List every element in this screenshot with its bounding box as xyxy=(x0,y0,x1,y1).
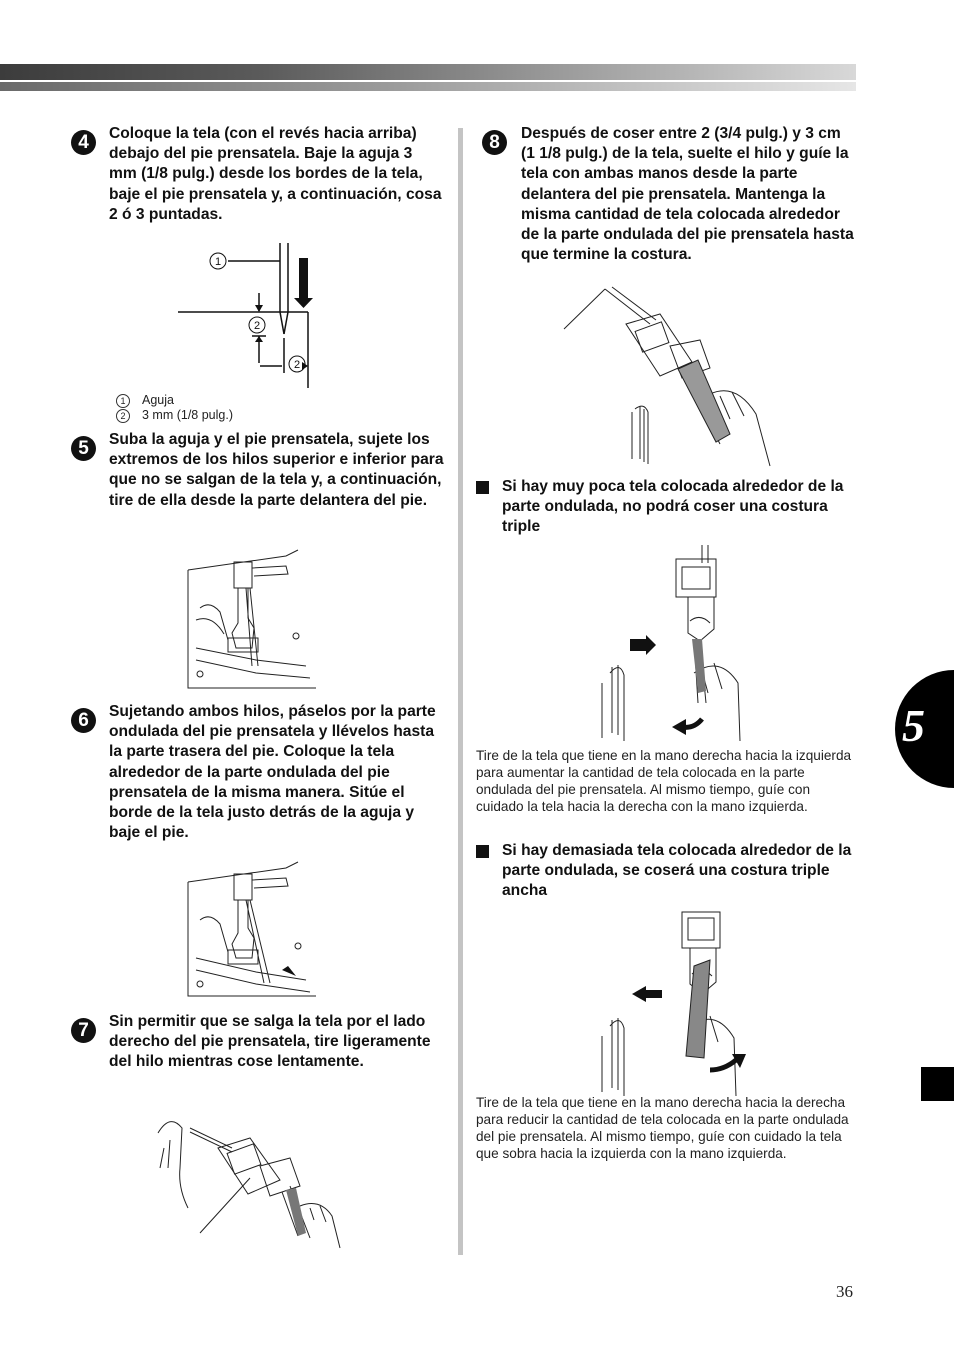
step-4-text: Coloque la tela (con el revés hacia arriba) debajo del pie prensatela. Baje la aguja 3 mm (1/8 pulg.) desde los bordes de la tela, baje el pie prensatela y, a continuación, cosa 2 ó 3 puntadas. xyxy=(109,125,442,223)
thread-through-foot-illustration xyxy=(186,858,316,1003)
callout-2b: 2 xyxy=(293,359,301,371)
case-1-bullet xyxy=(476,481,489,494)
case-2-heading: Si hay demasiada tela colocada alrededor de la parte ondulada, se coserá una costura triple ancha xyxy=(502,842,852,900)
chapter-number: 5 xyxy=(902,700,925,751)
page-number: 36 xyxy=(836,1282,853,1301)
callout-1: 1 xyxy=(214,256,222,268)
legend-item-distance xyxy=(116,408,233,423)
sew-slowly-illustration xyxy=(150,1108,360,1253)
legend-label-2: 3 mm (1/8 pulg.) xyxy=(142,408,234,422)
legend-number-1: 1 xyxy=(116,394,130,408)
header-band-top xyxy=(0,64,856,80)
pull-fabric-illustration xyxy=(186,548,316,693)
case-2-bullet xyxy=(476,845,489,858)
too-little-fabric-illustration xyxy=(590,543,750,743)
legend-item-aguja xyxy=(116,393,174,408)
step-7-text: Sin permitir que se salga la tela por el lado derecho del pie prensatela, tire ligeramente del hilo mientras cose lentamente. xyxy=(109,1013,431,1071)
too-much-fabric-illustration xyxy=(590,908,750,1098)
legend-label-1: Aguja xyxy=(142,393,174,407)
legend-number-2: 2 xyxy=(116,409,130,423)
step-6-badge: 6 xyxy=(71,708,96,733)
step-4-badge: 4 xyxy=(71,130,96,155)
case-2-note: Tire de la tela que tiene en la mano derecha hacia la derecha para reducir la cantidad de tela colocada en la parte ondulada del pie prensatela. Al mismo tiempo, guíe con cuidado la tela que sobra hacia la izquierda con la mano izquierda. xyxy=(476,1095,849,1161)
needle-distance-diagram xyxy=(170,238,350,390)
guide-fabric-illustration xyxy=(560,284,775,469)
section-marker xyxy=(921,1067,954,1101)
column-divider xyxy=(458,128,463,1255)
step-5-text: Suba la aguja y el pie prensatela, sujete los extremos de los hilos superior e inferior para que no se salgan de la tela y, a continuación, tire de ella desde la parte delantera del pie. xyxy=(109,431,444,509)
case-1-heading: Si hay muy poca tela colocada alrededor de la parte ondulada, no podrá coser una costura triple xyxy=(502,478,844,536)
header-band-bottom xyxy=(0,82,856,91)
step-8-badge: 8 xyxy=(482,130,507,155)
step-5-badge: 5 xyxy=(71,436,96,461)
step-6-text: Sujetando ambos hilos, páselos por la parte ondulada del pie prensatela y llévelos hasta la parte trasera del pie. Coloque la tela alrededor de la parte ondulada del pie prensatela de la misma manera. Sitúe el borde de la tela justo detrás de la aguja y baje el pie. xyxy=(109,703,436,842)
step-8-text: Después de coser entre 2 (3/4 pulg.) y 3 cm (1 1/8 pulg.) de la tela, suelte el hilo y guíe la tela con ambas manos desde la parte delantera del pie prensatela. Mantenga la misma cantidad de tela colocada alrededor de la parte ondulada del pie prensatela hasta que termine la costura. xyxy=(521,125,854,264)
callout-2a: 2 xyxy=(253,320,261,332)
case-1-note: Tire de la tela que tiene en la mano derecha hacia la izquierda para aumentar la cantidad de tela colocada en la parte ondulada del pie prensatela. Al mismo tiempo, guíe con cuidado la tela hacia la derecha con la mano izquierda. xyxy=(476,748,852,814)
step-7-badge: 7 xyxy=(71,1018,96,1043)
